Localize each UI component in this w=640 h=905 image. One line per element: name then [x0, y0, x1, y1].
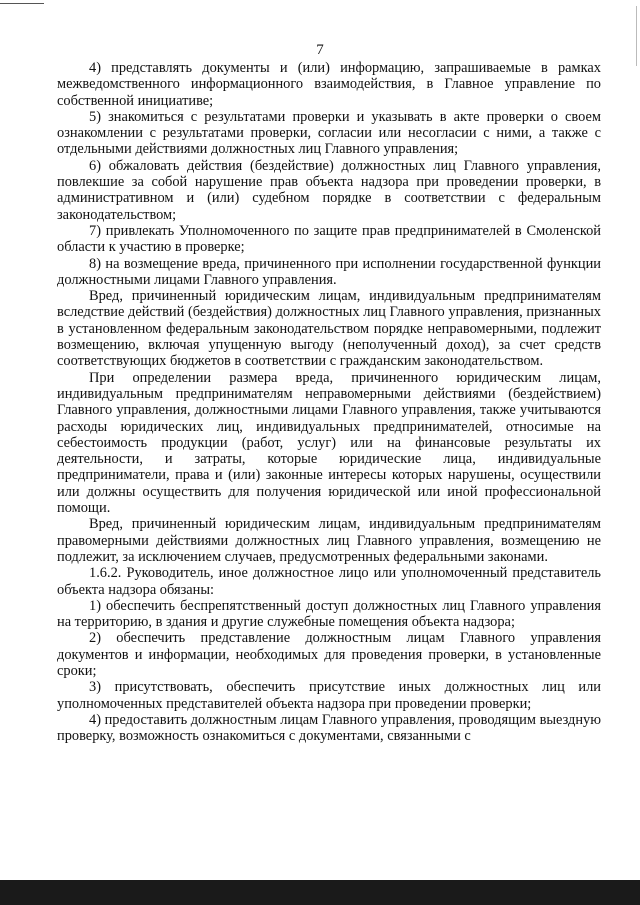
paragraph-right-4: 4) представлять документы и (или) информацию, запрашиваемые в рамках межведомственного информационного взаимодействия, в Главное управление по собственной инициативе; [57, 60, 601, 109]
paragraph-harm-calculation: При определении размера вреда, причиненного юридическим лицам, индивидуальным предпринимателям неправомерными действиями (бездействием) Главного управления, должностными лицами Главного управления, также учитываются расходы юридических лиц, индивидуальных предпринимателей, относимые на себестоимость продукции (работ, услуг) или на финансовые результаты их деятельности, и затраты, которые юридические лица, индивидуальные предприниматели, права и (или) законные интересы которых нарушены, осуществили или должны осуществить для получения юридической или иной профессиональной помощи. [57, 369, 601, 517]
paragraph-section-1-6-2: 1.6.2. Руководитель, иное должностное лицо или уполномоченный представитель объекта надзора обязаны: [57, 565, 601, 598]
paragraph-harm-compensation: Вред, причиненный юридическим лицам, индивидуальным предпринимателям вследствие действий (бездействия) должностных лиц Главного управления, признанных в установленном федеральным законодательством порядке неправомерными, подлежит возмещению, включая упущенную выгоду (неполученный доход), за счет средств соответствующих бюджетов в соответствии с гражданским законодательством. [57, 288, 601, 370]
paragraph-duty-4: 4) предоставить должностным лицам Главного управления, проводящим выездную проверку, возможность ознакомиться с документами, связанными с [57, 711, 601, 745]
paragraph-duty-1: 1) обеспечить беспрепятственный доступ должностных лиц Главного управления на территорию, в здания и другие служебные помещения объекта надзора; [57, 597, 601, 631]
paragraph-duty-3: 3) присутствовать, обеспечить присутствие иных должностных лиц или уполномоченных представителей объекта надзора при проведении проверки; [57, 679, 601, 712]
paragraph-lawful-actions: Вред, причиненный юридическим лицам, индивидуальным предпринимателям правомерными действиями должностных лиц Главного управления, возмещению не подлежит, за исключением случаев, предусмотренных федеральными законами. [57, 516, 601, 565]
paragraph-duty-2: 2) обеспечить представление должностным лицам Главного управления документов и информации, необходимых для проведения проверки, в установленные сроки; [57, 630, 601, 679]
scan-edge-line [0, 3, 44, 4]
document-body [57, 60, 601, 744]
paragraph-right-8: 8) на возмещение вреда, причиненного при исполнении государственной функции должностными лицами Главного управления. [57, 255, 601, 288]
paragraph-right-5: 5) знакомиться с результатами проверки и указывать в акте проверки о своем ознакомлении с результатами проверки, согласии или несогласии с ними, а также с отдельными действиями должностных лиц Главного управления; [57, 108, 601, 158]
scan-bottom-border [0, 880, 640, 905]
paragraph-right-6: 6) обжаловать действия (бездействие) должностных лиц Главного управления, повлекшие за собой нарушение прав объекта надзора при проведении проверки, в административном и (или) судебном порядке в соответствии с федеральным законодательством; [57, 157, 601, 223]
page-number: 7 [316, 42, 324, 58]
paragraph-right-7: 7) привлекать Уполномоченного по защите прав предпринимателей в Смоленской области к участию в проверке; [57, 222, 601, 256]
